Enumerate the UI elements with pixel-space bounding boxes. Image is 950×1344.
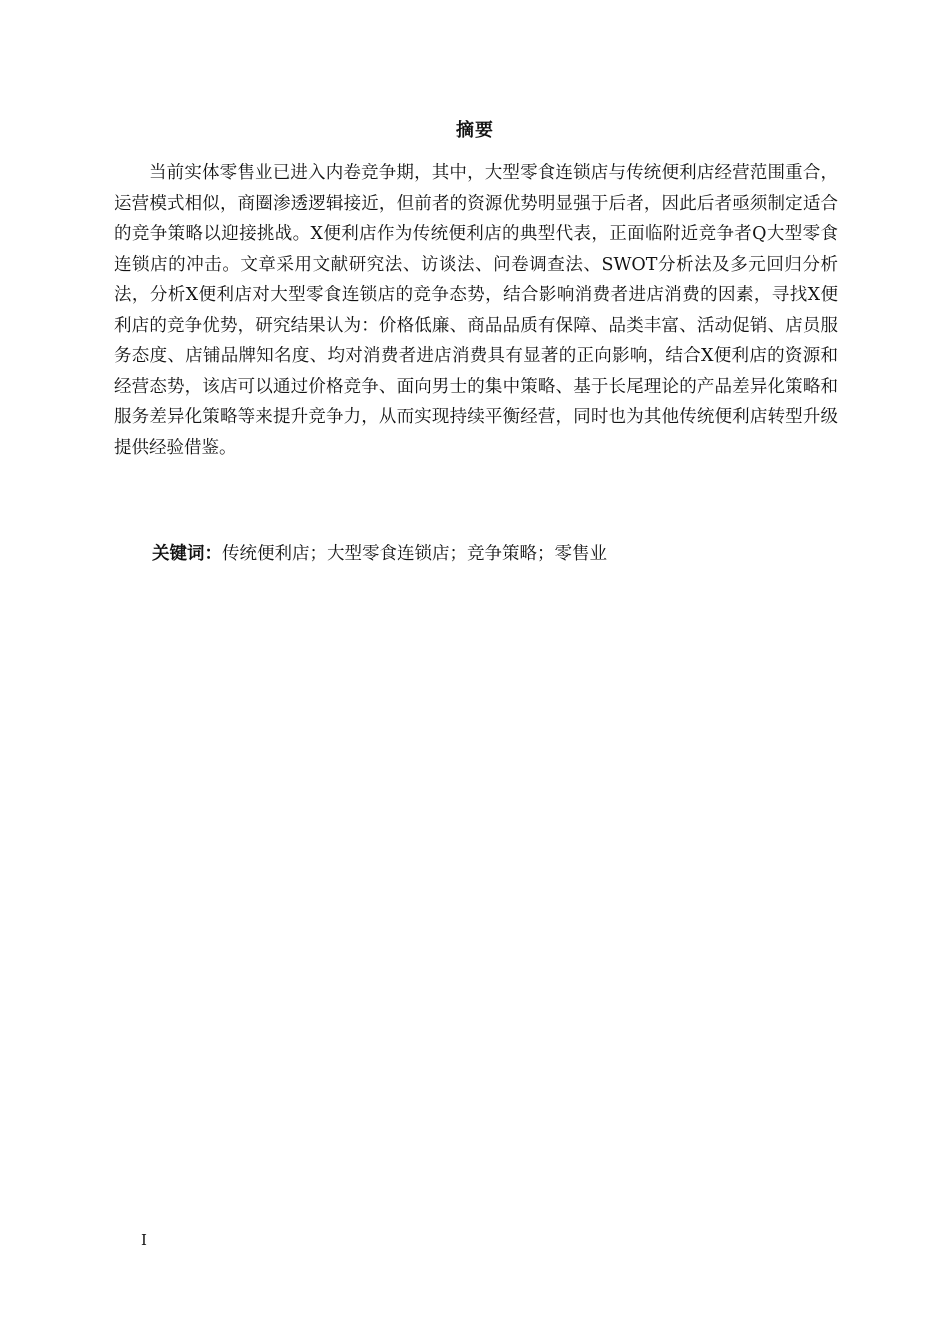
abstract-title: 摘要	[456, 120, 494, 141]
page-number: I	[141, 1231, 147, 1249]
abstract-paragraph: 当前实体零售业已进入内卷竞争期，其中，大型零食连锁店与传统便利店经营范围重合，运营模式相似，商圈渗透逻辑接近，但前者的资源优势明显强于后者，因此后者亟须制定适合的竞争策略以迎接挑战。X便利店作为传统便利店的典型代表，正面临附近竞争者Q大型零食连锁店的冲击。文章采用文献研究法、访谈法、问卷调查法、SWOT分析法及多元回归分析法，分析X便利店对大型零食连锁店的竞争态势，结合影响消费者进店消费的因素，寻找X便利店的竞争优势，研究结果认为：价格低廉、商品品质有保障、品类丰富、活动促销、店员服务态度、店铺品牌知名度、均对消费者进店消费具有显著的正向影响，结合X便利店的资源和经营态势，该店可以通过价格竞争、面向男士的集中策略、基于长尾理论的产品差异化策略和服务差异化策略等来提升竞争力，从而实现持续平衡经营，同时也为其他传统便利店转型升级提供经验借鉴。	[114, 163, 838, 458]
keywords-label: 关键词：	[152, 544, 222, 564]
keywords-list: 传统便利店；大型零食连锁店；竞争策略；零售业	[222, 544, 607, 564]
keywords-line	[152, 540, 842, 568]
